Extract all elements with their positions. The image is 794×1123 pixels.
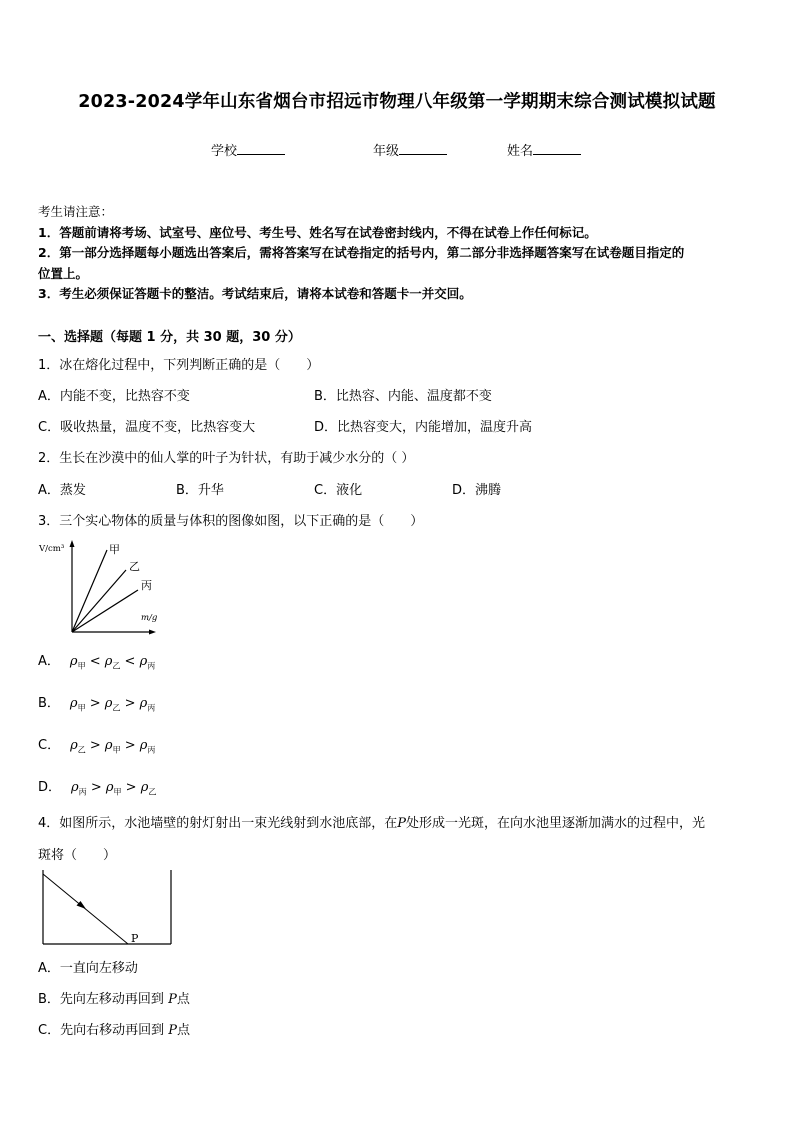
line-yi-label: 乙: [129, 560, 140, 573]
name-field: [507, 140, 581, 159]
grade-blank[interactable]: [399, 142, 447, 155]
density-graph: [38, 538, 168, 638]
question-3-option-a[interactable]: A． $\rho_甲 < \rho_乙 < \rho_丙$: [38, 654, 156, 671]
question-1-option-b[interactable]: B．比热容、内能、温度都不变: [314, 389, 492, 404]
section-title: 一、选择题（每题 1 分，共 30 题，30 分）: [38, 330, 301, 345]
line-bing-label: 丙: [141, 579, 152, 592]
note-item-1: 1．答题前请将考场、试室号、座位号、考生号、姓名写在试卷密封线内，不得在试卷上作任何标记。: [38, 224, 597, 240]
line-yi: [72, 570, 126, 632]
exam-notes: [38, 202, 758, 305]
question-4-option-b[interactable]: B．先向左移动再回到 P点: [38, 992, 190, 1007]
question-2-option-c[interactable]: C．液化: [314, 483, 363, 498]
name-label: 姓名: [507, 144, 534, 159]
question-3-option-b[interactable]: B． $\rho_甲 > \rho_乙 > \rho_丙$: [38, 696, 156, 713]
question-3-text: 3．三个实心物体的质量与体积的图像如图，以下正确的是（ ）: [38, 514, 424, 529]
question-2-option-d[interactable]: D．沸腾: [452, 483, 502, 498]
question-3-option-c[interactable]: C． $\rho_乙 > \rho_甲 > \rho_丙$: [38, 738, 156, 755]
question-1-text: 1．冰在熔化过程中，下列判断正确的是（ ）: [38, 358, 320, 373]
school-field: [211, 140, 285, 159]
name-blank[interactable]: [533, 142, 581, 155]
y-axis-arrow: [70, 540, 75, 547]
question-3-option-d[interactable]: D． $\rho_丙 > \rho_甲 > \rho_乙$: [38, 780, 157, 797]
note-item-2: 2．第一部分选择题每小题选出答案后，需将答案写在试卷指定的括号内，第二部分非选择题答案写在试卷题目指定的: [38, 245, 685, 260]
pool-diagram: [40, 870, 174, 946]
light-ray: [43, 874, 128, 944]
question-4-option-c[interactable]: C．先向右移动再回到 P点: [38, 1023, 190, 1038]
line-bing: [72, 590, 138, 632]
page-title: 2023-2024学年山东省烟台市招远市物理八年级第一学期期末综合测试模拟试题: [78, 92, 716, 112]
school-label: 学校: [211, 144, 238, 159]
line-jia: [72, 550, 107, 632]
grade-label: 年级: [373, 144, 400, 159]
x-axis-arrow: [149, 630, 156, 635]
question-1-option-a[interactable]: A．内能不变，比热容不变: [38, 389, 190, 404]
y-axis-label: V/cm³: [39, 544, 65, 554]
note-item-2-cont: 位置上。: [38, 265, 89, 281]
question-2-text: 2．生长在沙漠中的仙人掌的叶子为针状，有助于减少水分的（ ）: [38, 451, 415, 466]
question-1-option-d[interactable]: D．比热容变大，内能增加，温度升高: [314, 420, 533, 435]
line-jia-label: 甲: [109, 543, 120, 556]
point-p-label: P: [131, 932, 139, 945]
question-1-option-c[interactable]: C．吸收热量，温度不变，比热容变大: [38, 420, 256, 435]
question-2-option-a[interactable]: A．蒸发: [38, 483, 86, 498]
x-axis-label: m/g: [141, 613, 158, 623]
notes-heading: 考生请注意：: [38, 204, 114, 219]
grade-field: [373, 140, 447, 159]
note-item-3: 3．考生必须保证答题卡的整洁。考试结束后，请将本试卷和答题卡一并交回。: [38, 286, 472, 301]
question-4-text: 4．如图所示，水池墙壁的射灯射出一束光线射到水池底部，在P处形成一光斑，在向水池里逐渐加满水的过程中，光 斑将（ ）: [38, 816, 706, 863]
question-2-option-b[interactable]: B．升华: [176, 483, 224, 498]
question-4-option-a[interactable]: A．一直向左移动: [38, 961, 138, 976]
school-blank[interactable]: [237, 142, 285, 155]
